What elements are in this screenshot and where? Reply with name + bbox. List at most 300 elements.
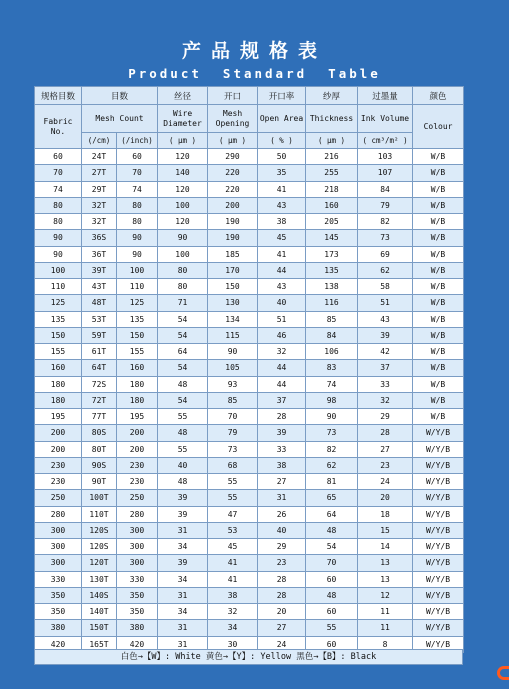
cell-open-area: 28 (258, 571, 306, 587)
cell-open-area: 24 (258, 636, 306, 652)
cell-mesh-opening: 105 (208, 360, 258, 376)
cell-wire-diameter: 54 (158, 327, 208, 343)
cell-thickness: 62 (306, 457, 358, 473)
cell-mesh-per-inch: 230 (117, 457, 158, 473)
cell-thickness: 160 (306, 197, 358, 213)
cell-mesh-per-inch: 110 (117, 279, 158, 295)
cell-mesh-per-cm: 64T (82, 360, 117, 376)
table-row (35, 571, 464, 587)
cell-ink-volume: 84 (358, 181, 413, 197)
header-fabric-no: Fabric No. (35, 105, 82, 149)
cell-fabric-no: 160 (35, 360, 82, 376)
cell-thickness: 216 (306, 149, 358, 165)
cell-colour: W/B (413, 360, 464, 376)
cell-open-area: 37 (258, 392, 306, 408)
cell-thickness: 55 (306, 620, 358, 636)
cell-open-area: 44 (258, 262, 306, 278)
cell-mesh-per-inch: 300 (117, 555, 158, 571)
cell-wire-diameter: 80 (158, 262, 208, 278)
page-title-english: Product Standard Table (128, 66, 381, 81)
cell-open-area: 35 (258, 165, 306, 181)
cell-fabric-no: 280 (35, 506, 82, 522)
cell-fabric-no: 74 (35, 181, 82, 197)
cell-mesh-per-cm: 48T (82, 295, 117, 311)
table-row (35, 506, 464, 522)
cell-fabric-no: 90 (35, 246, 82, 262)
cell-mesh-opening: 220 (208, 181, 258, 197)
unit-ink-volume: ( cm³/m² ) (358, 133, 413, 149)
cell-open-area: 31 (258, 490, 306, 506)
cell-mesh-opening: 290 (208, 149, 258, 165)
cell-fabric-no: 200 (35, 425, 82, 441)
cell-fabric-no: 300 (35, 522, 82, 538)
table-row (35, 214, 464, 230)
cell-thickness: 54 (306, 539, 358, 555)
cell-colour: W/B (413, 409, 464, 425)
header-colour-cn: 颜色 (413, 87, 464, 105)
cell-open-area: 39 (258, 425, 306, 441)
cell-thickness: 70 (306, 555, 358, 571)
cell-ink-volume: 62 (358, 262, 413, 278)
cell-ink-volume: 107 (358, 165, 413, 181)
cell-mesh-opening: 190 (208, 230, 258, 246)
cell-mesh-per-cm: 59T (82, 327, 117, 343)
cell-colour: W/Y/B (413, 604, 464, 620)
cell-fabric-no: 380 (35, 620, 82, 636)
cell-thickness: 98 (306, 392, 358, 408)
cell-open-area: 40 (258, 295, 306, 311)
cell-open-area: 43 (258, 197, 306, 213)
table-row (35, 604, 464, 620)
table-row (35, 344, 464, 360)
cell-ink-volume: 58 (358, 279, 413, 295)
cell-wire-diameter: 31 (158, 620, 208, 636)
cell-wire-diameter: 48 (158, 474, 208, 490)
cell-mesh-opening: 200 (208, 197, 258, 213)
cell-wire-diameter: 80 (158, 279, 208, 295)
cell-fabric-no: 180 (35, 376, 82, 392)
cell-colour: W/B (413, 197, 464, 213)
cell-mesh-opening: 85 (208, 392, 258, 408)
cell-wire-diameter: 48 (158, 376, 208, 392)
cell-fabric-no: 200 (35, 441, 82, 457)
cell-open-area: 26 (258, 506, 306, 522)
cell-mesh-per-cm: 43T (82, 279, 117, 295)
cell-fabric-no: 70 (35, 165, 82, 181)
cell-mesh-per-inch: 74 (117, 181, 158, 197)
cell-wire-diameter: 39 (158, 490, 208, 506)
cell-open-area: 40 (258, 522, 306, 538)
cell-thickness: 84 (306, 327, 358, 343)
cell-mesh-per-inch: 420 (117, 636, 158, 652)
cell-ink-volume: 69 (358, 246, 413, 262)
cell-wire-diameter: 34 (158, 539, 208, 555)
unit-thickness-um: ( μm ) (306, 133, 358, 149)
cell-colour: W/B (413, 246, 464, 262)
cell-ink-volume: 73 (358, 230, 413, 246)
cell-mesh-per-inch: 380 (117, 620, 158, 636)
cell-ink-volume: 15 (358, 522, 413, 538)
table-row (35, 587, 464, 603)
cell-mesh-opening: 115 (208, 327, 258, 343)
header-thickness: Thickness (306, 105, 358, 133)
cell-mesh-per-cm: 72T (82, 392, 117, 408)
cell-ink-volume: 43 (358, 311, 413, 327)
cell-mesh-per-inch: 330 (117, 571, 158, 587)
table-row (35, 474, 464, 490)
cell-fabric-no: 195 (35, 409, 82, 425)
cell-fabric-no: 125 (35, 295, 82, 311)
cell-mesh-per-inch: 80 (117, 214, 158, 230)
cell-mesh-per-inch: 60 (117, 149, 158, 165)
header-wire-diameter: Wire Diameter (158, 105, 208, 133)
cell-fabric-no: 90 (35, 230, 82, 246)
cell-ink-volume: 13 (358, 571, 413, 587)
cell-ink-volume: 82 (358, 214, 413, 230)
cell-mesh-per-inch: 180 (117, 376, 158, 392)
cell-mesh-opening: 34 (208, 620, 258, 636)
cell-fabric-no: 250 (35, 490, 82, 506)
cell-mesh-per-cm: 36S (82, 230, 117, 246)
cell-open-area: 44 (258, 376, 306, 392)
cell-thickness: 135 (306, 262, 358, 278)
cell-open-area: 41 (258, 246, 306, 262)
cell-open-area: 38 (258, 457, 306, 473)
cell-mesh-opening: 45 (208, 539, 258, 555)
cell-mesh-per-cm: 29T (82, 181, 117, 197)
cell-mesh-per-cm: 80S (82, 425, 117, 441)
cell-mesh-per-cm: 130T (82, 571, 117, 587)
cell-mesh-per-cm: 90T (82, 474, 117, 490)
cell-wire-diameter: 55 (158, 409, 208, 425)
cell-thickness: 60 (306, 636, 358, 652)
cell-colour: W/B (413, 181, 464, 197)
cell-mesh-opening: 79 (208, 425, 258, 441)
header-thickness-cn: 纱厚 (306, 87, 358, 105)
cell-fabric-no: 350 (35, 604, 82, 620)
cell-fabric-no: 80 (35, 197, 82, 213)
table-row (35, 620, 464, 636)
cell-mesh-per-cm: 140S (82, 587, 117, 603)
cell-wire-diameter: 31 (158, 587, 208, 603)
header-fabric-cn: 规格目数 (35, 87, 82, 105)
table-row (35, 441, 464, 457)
cell-mesh-opening: 38 (208, 587, 258, 603)
cell-open-area: 45 (258, 230, 306, 246)
cell-mesh-per-inch: 150 (117, 327, 158, 343)
cell-mesh-per-cm: 32T (82, 197, 117, 213)
cell-mesh-opening: 93 (208, 376, 258, 392)
cell-colour: W/Y/B (413, 571, 464, 587)
header-ink-volume: Ink Volume (358, 105, 413, 133)
cell-open-area: 32 (258, 344, 306, 360)
cell-colour: W/B (413, 392, 464, 408)
cell-colour: W/Y/B (413, 539, 464, 555)
cell-open-area: 38 (258, 214, 306, 230)
cell-mesh-opening: 55 (208, 474, 258, 490)
table-row (35, 197, 464, 213)
cell-mesh-per-inch: 200 (117, 425, 158, 441)
cell-fabric-no: 110 (35, 279, 82, 295)
table-body (35, 149, 464, 653)
cell-mesh-opening: 47 (208, 506, 258, 522)
table-row (35, 246, 464, 262)
cell-fabric-no: 350 (35, 587, 82, 603)
header-mesh-opening: Mesh Opening (208, 105, 258, 133)
cell-fabric-no: 150 (35, 327, 82, 343)
cell-mesh-per-cm: 165T (82, 636, 117, 652)
cell-fabric-no: 420 (35, 636, 82, 652)
cell-wire-diameter: 64 (158, 344, 208, 360)
cell-open-area: 41 (258, 181, 306, 197)
cell-mesh-per-inch: 230 (117, 474, 158, 490)
cell-mesh-per-inch: 350 (117, 587, 158, 603)
cell-wire-diameter: 34 (158, 571, 208, 587)
unit-percent: ( % ) (258, 133, 306, 149)
cell-mesh-opening: 190 (208, 214, 258, 230)
table-row (35, 490, 464, 506)
cell-wire-diameter: 40 (158, 457, 208, 473)
cell-mesh-opening: 70 (208, 409, 258, 425)
cell-mesh-per-cm: 120T (82, 555, 117, 571)
table-row (35, 457, 464, 473)
cell-ink-volume: 29 (358, 409, 413, 425)
cell-mesh-per-cm: 90S (82, 457, 117, 473)
cell-fabric-no: 155 (35, 344, 82, 360)
cell-thickness: 116 (306, 295, 358, 311)
table-row (35, 311, 464, 327)
header-row-english (35, 105, 464, 133)
cell-fabric-no: 230 (35, 457, 82, 473)
header-wire-cn: 丝径 (158, 87, 208, 105)
table-row (35, 425, 464, 441)
cell-thickness: 218 (306, 181, 358, 197)
header-row-chinese (35, 87, 464, 105)
table-row (35, 230, 464, 246)
cell-colour: W/B (413, 295, 464, 311)
header-row-units (35, 133, 464, 149)
cell-mesh-per-cm: 140T (82, 604, 117, 620)
cell-mesh-opening: 130 (208, 295, 258, 311)
unit-opening-um: ( μm ) (208, 133, 258, 149)
cell-mesh-opening: 220 (208, 165, 258, 181)
cell-open-area: 28 (258, 409, 306, 425)
cell-ink-volume: 20 (358, 490, 413, 506)
cell-mesh-per-cm: 53T (82, 311, 117, 327)
cell-mesh-per-cm: 120S (82, 522, 117, 538)
cell-mesh-per-cm: 32T (82, 214, 117, 230)
cell-fabric-no: 230 (35, 474, 82, 490)
spec-table-container (34, 86, 463, 653)
cell-mesh-per-inch: 160 (117, 360, 158, 376)
cell-open-area: 27 (258, 474, 306, 490)
table-row (35, 522, 464, 538)
table-row (35, 181, 464, 197)
cell-wire-diameter: 48 (158, 425, 208, 441)
cell-mesh-per-inch: 135 (117, 311, 158, 327)
cell-mesh-per-cm: 110T (82, 506, 117, 522)
cell-wire-diameter: 39 (158, 506, 208, 522)
cell-open-area: 33 (258, 441, 306, 457)
cell-mesh-opening: 134 (208, 311, 258, 327)
cell-mesh-per-inch: 80 (117, 197, 158, 213)
cell-thickness: 74 (306, 376, 358, 392)
cell-mesh-opening: 41 (208, 555, 258, 571)
cell-ink-volume: 32 (358, 392, 413, 408)
cell-mesh-per-inch: 280 (117, 506, 158, 522)
product-standard-table (34, 86, 464, 653)
header-opening-cn: 开口 (208, 87, 258, 105)
header-mesh-cn: 目数 (82, 87, 158, 105)
cell-colour: W/B (413, 279, 464, 295)
cell-wire-diameter: 31 (158, 522, 208, 538)
cell-colour: W/B (413, 165, 464, 181)
cell-ink-volume: 14 (358, 539, 413, 555)
cell-ink-volume: 33 (358, 376, 413, 392)
cell-mesh-opening: 32 (208, 604, 258, 620)
cell-mesh-opening: 53 (208, 522, 258, 538)
cell-mesh-opening: 170 (208, 262, 258, 278)
cell-fabric-no: 300 (35, 555, 82, 571)
cell-thickness: 60 (306, 571, 358, 587)
cell-thickness: 48 (306, 587, 358, 603)
cell-mesh-per-inch: 70 (117, 165, 158, 181)
cell-open-area: 29 (258, 539, 306, 555)
cell-ink-volume: 27 (358, 441, 413, 457)
header-colour: Colour (413, 105, 464, 149)
table-row (35, 376, 464, 392)
cell-ink-volume: 39 (358, 327, 413, 343)
cell-ink-volume: 8 (358, 636, 413, 652)
cell-wire-diameter: 54 (158, 311, 208, 327)
cell-fabric-no: 60 (35, 149, 82, 165)
cell-ink-volume: 28 (358, 425, 413, 441)
table-row (35, 327, 464, 343)
cell-thickness: 138 (306, 279, 358, 295)
header-open-area-cn: 开口率 (258, 87, 306, 105)
table-row (35, 392, 464, 408)
cell-colour: W/Y/B (413, 441, 464, 457)
cell-wire-diameter: 54 (158, 360, 208, 376)
corner-logo-fragment (497, 666, 509, 680)
cell-wire-diameter: 100 (158, 197, 208, 213)
cell-wire-diameter: 120 (158, 214, 208, 230)
cell-thickness: 81 (306, 474, 358, 490)
cell-mesh-per-cm: 150T (82, 620, 117, 636)
cell-mesh-opening: 68 (208, 457, 258, 473)
cell-open-area: 28 (258, 587, 306, 603)
cell-fabric-no: 80 (35, 214, 82, 230)
cell-mesh-per-cm: 80T (82, 441, 117, 457)
cell-mesh-per-cm: 39T (82, 262, 117, 278)
cell-ink-volume: 12 (358, 587, 413, 603)
cell-open-area: 43 (258, 279, 306, 295)
cell-open-area: 20 (258, 604, 306, 620)
cell-ink-volume: 13 (358, 555, 413, 571)
cell-mesh-per-cm: 61T (82, 344, 117, 360)
cell-colour: W/B (413, 311, 464, 327)
cell-wire-diameter: 31 (158, 636, 208, 652)
cell-open-area: 23 (258, 555, 306, 571)
unit-per-inch: (/inch) (117, 133, 158, 149)
cell-thickness: 48 (306, 522, 358, 538)
cell-colour: W/B (413, 230, 464, 246)
cell-mesh-per-inch: 90 (117, 230, 158, 246)
cell-wire-diameter: 39 (158, 555, 208, 571)
unit-wire-um: ( μm ) (158, 133, 208, 149)
cell-wire-diameter: 120 (158, 149, 208, 165)
cell-thickness: 106 (306, 344, 358, 360)
cell-thickness: 173 (306, 246, 358, 262)
cell-mesh-opening: 90 (208, 344, 258, 360)
cell-mesh-per-inch: 155 (117, 344, 158, 360)
cell-ink-volume: 11 (358, 620, 413, 636)
cell-colour: W/Y/B (413, 474, 464, 490)
cell-thickness: 90 (306, 409, 358, 425)
cell-colour: W/Y/B (413, 425, 464, 441)
cell-colour: W/B (413, 376, 464, 392)
cell-ink-volume: 51 (358, 295, 413, 311)
cell-wire-diameter: 71 (158, 295, 208, 311)
cell-thickness: 64 (306, 506, 358, 522)
cell-mesh-per-cm: 72S (82, 376, 117, 392)
cell-mesh-opening: 41 (208, 571, 258, 587)
unit-per-cm: (/cm) (82, 133, 117, 149)
cell-colour: W/B (413, 262, 464, 278)
cell-thickness: 85 (306, 311, 358, 327)
cell-ink-volume: 18 (358, 506, 413, 522)
table-row (35, 262, 464, 278)
cell-mesh-per-cm: 24T (82, 149, 117, 165)
cell-wire-diameter: 90 (158, 230, 208, 246)
cell-ink-volume: 103 (358, 149, 413, 165)
table-row (35, 539, 464, 555)
cell-colour: W/Y/B (413, 522, 464, 538)
cell-thickness: 145 (306, 230, 358, 246)
cell-colour: W/B (413, 344, 464, 360)
cell-mesh-per-inch: 180 (117, 392, 158, 408)
cell-mesh-per-inch: 125 (117, 295, 158, 311)
table-row (35, 295, 464, 311)
cell-colour: W/Y/B (413, 490, 464, 506)
table-row (35, 165, 464, 181)
header-open-area: Open Area (258, 105, 306, 133)
cell-ink-volume: 24 (358, 474, 413, 490)
cell-mesh-per-cm: 27T (82, 165, 117, 181)
header-mesh-count: Mesh Count (82, 105, 158, 133)
cell-thickness: 73 (306, 425, 358, 441)
cell-mesh-opening: 185 (208, 246, 258, 262)
cell-mesh-per-inch: 195 (117, 409, 158, 425)
cell-thickness: 60 (306, 604, 358, 620)
table-row (35, 279, 464, 295)
cell-mesh-opening: 55 (208, 490, 258, 506)
cell-thickness: 82 (306, 441, 358, 457)
cell-fabric-no: 330 (35, 571, 82, 587)
cell-wire-diameter: 140 (158, 165, 208, 181)
cell-colour: W/Y/B (413, 555, 464, 571)
cell-ink-volume: 79 (358, 197, 413, 213)
cell-colour: W/B (413, 327, 464, 343)
table-row (35, 149, 464, 165)
cell-mesh-per-inch: 300 (117, 522, 158, 538)
cell-ink-volume: 11 (358, 604, 413, 620)
header-ink-cn: 过墨量 (358, 87, 413, 105)
page-title-chinese: 产品规格表 (181, 40, 327, 62)
cell-mesh-per-cm: 100T (82, 490, 117, 506)
cell-mesh-per-inch: 300 (117, 539, 158, 555)
cell-thickness: 205 (306, 214, 358, 230)
